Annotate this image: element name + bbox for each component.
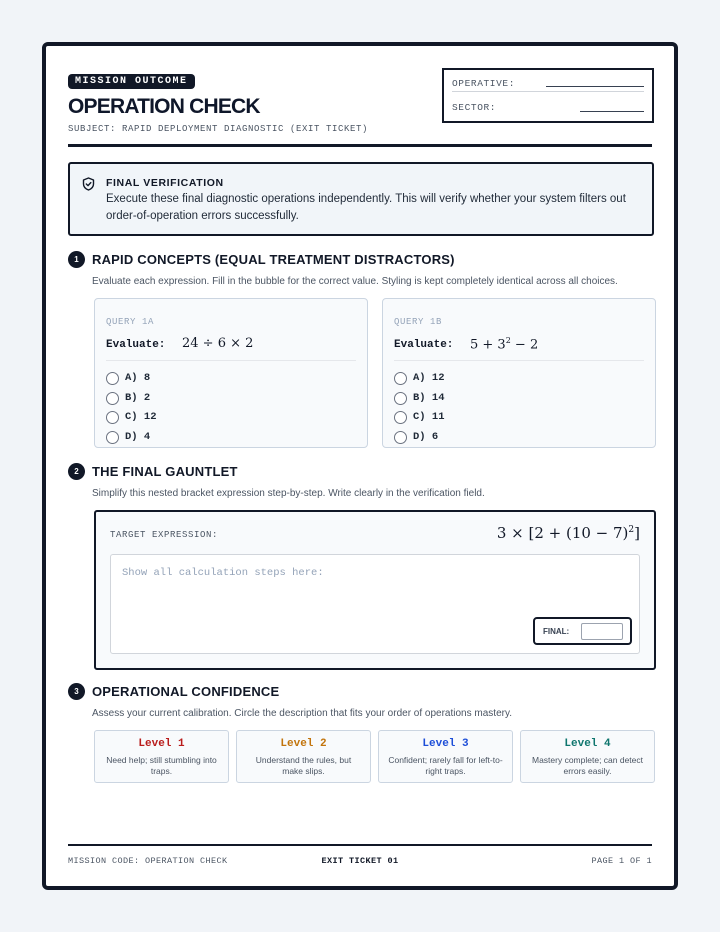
expression-exponent: 2 (628, 525, 635, 535)
level-title: Level 1 (138, 738, 185, 750)
expression-close: ] (634, 524, 640, 542)
option-label: A) 12 (413, 372, 445, 384)
answer-bubble[interactable] (106, 372, 119, 385)
page-title: OPERATION CHECK (68, 95, 260, 118)
answer-bubble[interactable] (394, 392, 407, 405)
operative-row (452, 70, 644, 92)
level-description: Understand the rules, but make slips. (255, 755, 352, 776)
expression-exponent: 2 (505, 336, 511, 345)
confidence-level-3[interactable] (378, 730, 513, 783)
answer-bubble[interactable] (394, 431, 407, 444)
confidence-level-1[interactable] (94, 730, 229, 783)
footer-divider (68, 844, 652, 846)
answer-bubble[interactable] (394, 411, 407, 424)
operative-field[interactable] (546, 86, 644, 87)
section-2-title: THE FINAL GAUNTLET (92, 464, 238, 479)
level-description: Need help; still stumbling into traps. (106, 755, 217, 776)
option-label: D) 6 (413, 431, 439, 443)
final-answer-input[interactable] (581, 623, 623, 640)
level-description: Mastery complete; can detect errors easily. (531, 755, 644, 776)
query-card-1a (94, 298, 368, 448)
query-label: QUERY 1B (394, 317, 443, 327)
header-divider (68, 144, 652, 147)
expression-main: 3 × [2 + (10 − 7) (496, 524, 629, 542)
query-expression: 24 ÷ 6 × 2 (182, 336, 254, 351)
final-label: FINAL: (543, 627, 570, 636)
target-expression (497, 524, 640, 542)
expression-tail: − 2 (510, 337, 539, 353)
option-label: A) 8 (125, 372, 151, 384)
footer-mission-code: MISSION CODE: OPERATION CHECK (68, 856, 228, 866)
work-placeholder: Show all calculation steps here: (122, 567, 324, 579)
section-3-description: Assess your current calibration. Circle the description that fits your order of operations mastery. (92, 708, 512, 719)
section-2-number: 2 (68, 463, 85, 480)
query-expression (470, 336, 538, 352)
confidence-level-4[interactable] (520, 730, 655, 783)
expression-base: 5 + 3 (470, 337, 506, 353)
option-label: B) 2 (125, 392, 151, 404)
answer-bubble[interactable] (106, 411, 119, 424)
final-verification-callout (68, 162, 654, 236)
section-3-title: OPERATIONAL CONFIDENCE (92, 684, 280, 699)
answer-bubble[interactable] (106, 392, 119, 405)
subject-line: SUBJECT: RAPID DEPLOYMENT DIAGNOSTIC (EXIT TICKET) (68, 124, 369, 134)
target-expression-label: TARGET EXPRESSION: (110, 530, 219, 540)
option-label: C) 11 (413, 411, 445, 423)
callout-heading: FINAL VERIFICATION (106, 177, 224, 189)
answer-bubble[interactable] (394, 372, 407, 385)
shield-check-icon (82, 177, 95, 196)
operative-label: OPERATIVE: (452, 78, 516, 89)
query-card-1b (382, 298, 656, 448)
query-divider (106, 360, 356, 361)
section-1-description: Evaluate each expression. Fill in the bubble for the correct value. Styling is kept completely identical across all choices. (92, 276, 618, 287)
query-prompt: Evaluate: (106, 339, 166, 351)
query-label: QUERY 1A (106, 317, 155, 327)
section-1-number: 1 (68, 251, 85, 268)
section-2-description: Simplify this nested bracket expression step-by-step. Write clearly in the verification field. (92, 488, 485, 499)
level-title: Level 3 (422, 738, 469, 750)
footer-page-number: PAGE 1 OF 1 (591, 856, 652, 866)
sector-label: SECTOR: (452, 102, 497, 113)
sector-row (452, 94, 644, 116)
confidence-level-2[interactable] (236, 730, 371, 783)
query-divider (394, 360, 644, 361)
final-answer-box (533, 617, 632, 645)
level-description: Confident; rarely fall for left-to-right traps. (388, 755, 503, 776)
worksheet-page (42, 42, 678, 890)
sector-field[interactable] (580, 111, 644, 112)
query-prompt: Evaluate: (394, 339, 454, 351)
callout-body: Execute these final diagnostic operations independently. This will verify whether your system filters out order-of-operation errors successfully. (106, 193, 626, 222)
mission-badge: MISSION OUTCOME (68, 74, 195, 89)
calculation-work-area[interactable] (110, 554, 640, 654)
section-3-number: 3 (68, 683, 85, 700)
option-label: B) 14 (413, 392, 445, 404)
option-label: C) 12 (125, 411, 157, 423)
operative-box (442, 68, 654, 123)
option-label: D) 4 (125, 431, 151, 443)
level-title: Level 2 (280, 738, 327, 750)
answer-bubble[interactable] (106, 431, 119, 444)
section-1-title: RAPID CONCEPTS (EQUAL TREATMENT DISTRACTORS) (92, 252, 455, 267)
level-title: Level 4 (564, 738, 611, 750)
footer-ticket-number: EXIT TICKET 01 (321, 856, 399, 866)
gauntlet-panel (94, 510, 656, 670)
